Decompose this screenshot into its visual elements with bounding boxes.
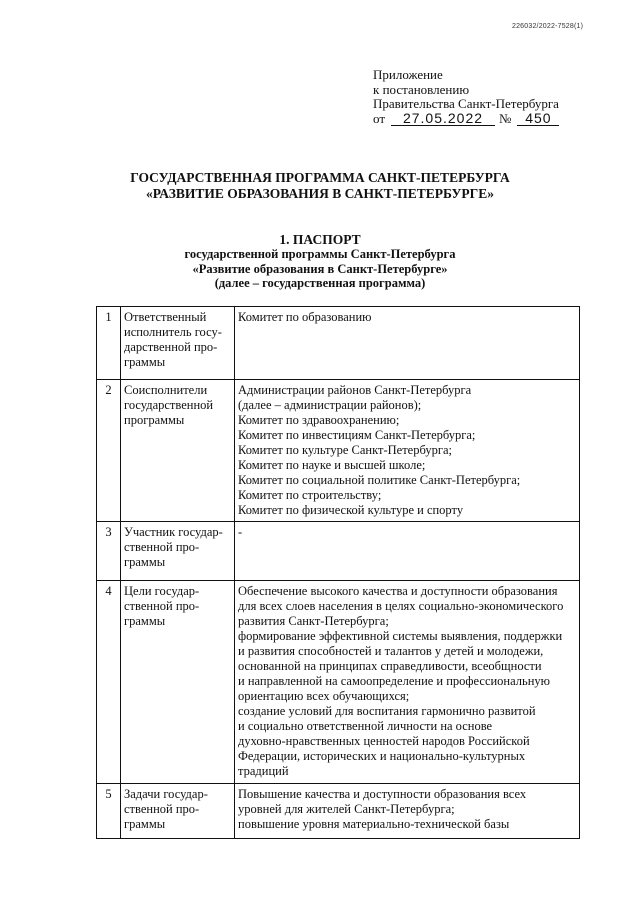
row-value-line: Федерации, исторических и национально-культурных — [238, 749, 526, 763]
row-value-line: - — [238, 525, 243, 539]
row-value-line: основанной на принципах справедливости, всеобщности — [238, 659, 542, 673]
passport-subtitle-line-3: (далее – государственная программа) — [214, 276, 426, 290]
row-value-line: Комитет по инвестициям Санкт-Петербурга; — [238, 428, 476, 442]
row-value-line: и социально ответственной личности на основе — [238, 719, 493, 733]
row-name-line: граммы — [124, 555, 166, 569]
row-value-line: развития Санкт-Петербурга; — [238, 614, 389, 628]
row-value-cell — [235, 522, 580, 581]
row-name-line: дарственной про- — [124, 340, 218, 354]
table-row — [97, 784, 580, 839]
row-value-line: Комитет по социальной политике Санкт-Петербурга; — [238, 473, 521, 487]
resolution-date: 27.05.2022 — [391, 112, 495, 126]
row-name-line: ственной про- — [124, 599, 200, 613]
row-name-line: Цели государ- — [124, 584, 200, 598]
row-value-line: Комитет по науке и высшей школе; — [238, 458, 426, 472]
row-value-line: (далее – администрации районов); — [238, 398, 422, 412]
row-value-cell — [235, 380, 580, 522]
row-name-line: граммы — [124, 817, 166, 831]
row-value-line: и направленной на самоопределение и профессиональную — [238, 674, 550, 688]
row-name-line: ственной про- — [124, 540, 200, 554]
passport-table — [96, 306, 580, 839]
row-name-line: исполнитель госу- — [124, 325, 222, 339]
row-value-line: для всех слоев населения в целях социально-экономического — [238, 599, 564, 613]
row-name-line: Задачи государ- — [124, 787, 208, 801]
row-value-cell — [235, 307, 580, 380]
row-value-line: повышение уровня материально-технической базы — [238, 817, 510, 831]
from-label: от — [373, 110, 386, 126]
appendix-block — [373, 68, 559, 126]
program-title-line-1: ГОСУДАРСТВЕННАЯ ПРОГРАММА САНКТ-ПЕТЕРБУРГА — [130, 170, 510, 185]
appendix-date-row — [373, 109, 559, 127]
row-value-line: уровней для жителей Санкт-Петербурга; — [238, 802, 455, 816]
row-name-cell — [121, 307, 235, 380]
row-name-line: ственной про- — [124, 802, 200, 816]
passport-subtitle-line-1: государственной программы Санкт-Петербурга — [184, 247, 456, 261]
row-value-line: Повышение качества и доступности образования всех — [238, 787, 527, 801]
row-number-cell: 4 — [97, 581, 121, 784]
resolution-number: 450 — [517, 112, 559, 126]
row-number-cell: 1 — [97, 307, 121, 380]
table-row — [97, 581, 580, 784]
row-value-line: Комитет по физической культуре и спорту — [238, 503, 464, 517]
row-value-line: Обеспечение высокого качества и доступности образования — [238, 584, 558, 598]
appendix-line-2: к постановлению — [373, 81, 470, 97]
row-name-line: Ответственный — [124, 310, 207, 324]
row-name-line: граммы — [124, 355, 166, 369]
row-value-line: ориентацию всех обучающихся; — [238, 689, 410, 703]
row-value-line: Администрации районов Санкт-Петербурга — [238, 383, 472, 397]
row-name-line: Участник государ- — [124, 525, 223, 539]
row-name-line: граммы — [124, 614, 166, 628]
program-title-line-2: «РАЗВИТИЕ ОБРАЗОВАНИЯ В САНКТ-ПЕТЕРБУРГЕ» — [146, 186, 494, 201]
row-name-cell — [121, 581, 235, 784]
program-title — [0, 170, 640, 202]
row-value-line: и развития способностей и талантов у детей и молодежи, — [238, 644, 544, 658]
row-value-line: формирование эффективной системы выявления, поддержки — [238, 629, 563, 643]
row-number-cell: 3 — [97, 522, 121, 581]
row-number-cell: 5 — [97, 784, 121, 839]
row-value-cell — [235, 581, 580, 784]
row-number-cell: 2 — [97, 380, 121, 522]
row-value-line: духовно-нравственных ценностей народов Российской — [238, 734, 530, 748]
row-value-line: Комитет по здравоохранению; — [238, 413, 400, 427]
row-name-cell — [121, 522, 235, 581]
row-value-line: Комитет по образованию — [238, 310, 372, 324]
passport-table-body — [97, 307, 580, 839]
appendix-line-1: Приложение — [373, 67, 443, 82]
row-value-line: традиций — [238, 764, 289, 778]
row-name-line: государственной — [124, 398, 214, 412]
passport-subtitle-line-2: «Развитие образования в Санкт-Петербурге» — [192, 261, 448, 276]
row-name-line: программы — [124, 413, 185, 427]
row-value-cell — [235, 784, 580, 839]
row-name-cell — [121, 784, 235, 839]
row-value-line: создание условий для воспитания гармонично развитой — [238, 704, 536, 718]
number-label: № — [499, 110, 512, 126]
table-row — [97, 380, 580, 522]
row-value-line: Комитет по строительству; — [238, 488, 382, 502]
table-row — [97, 307, 580, 380]
row-value-line: Комитет по культуре Санкт-Петербурга; — [238, 443, 452, 457]
document-registration-number: 226032/2022-7528(1) — [512, 23, 584, 30]
passport-heading: 1. ПАСПОРТ — [279, 232, 361, 247]
row-name-line: Соисполнители — [124, 383, 208, 397]
passport-subtitle — [0, 247, 640, 291]
appendix-line-3: Правительства Санкт-Петербурга — [373, 96, 559, 111]
row-name-cell — [121, 380, 235, 522]
table-row — [97, 522, 580, 581]
